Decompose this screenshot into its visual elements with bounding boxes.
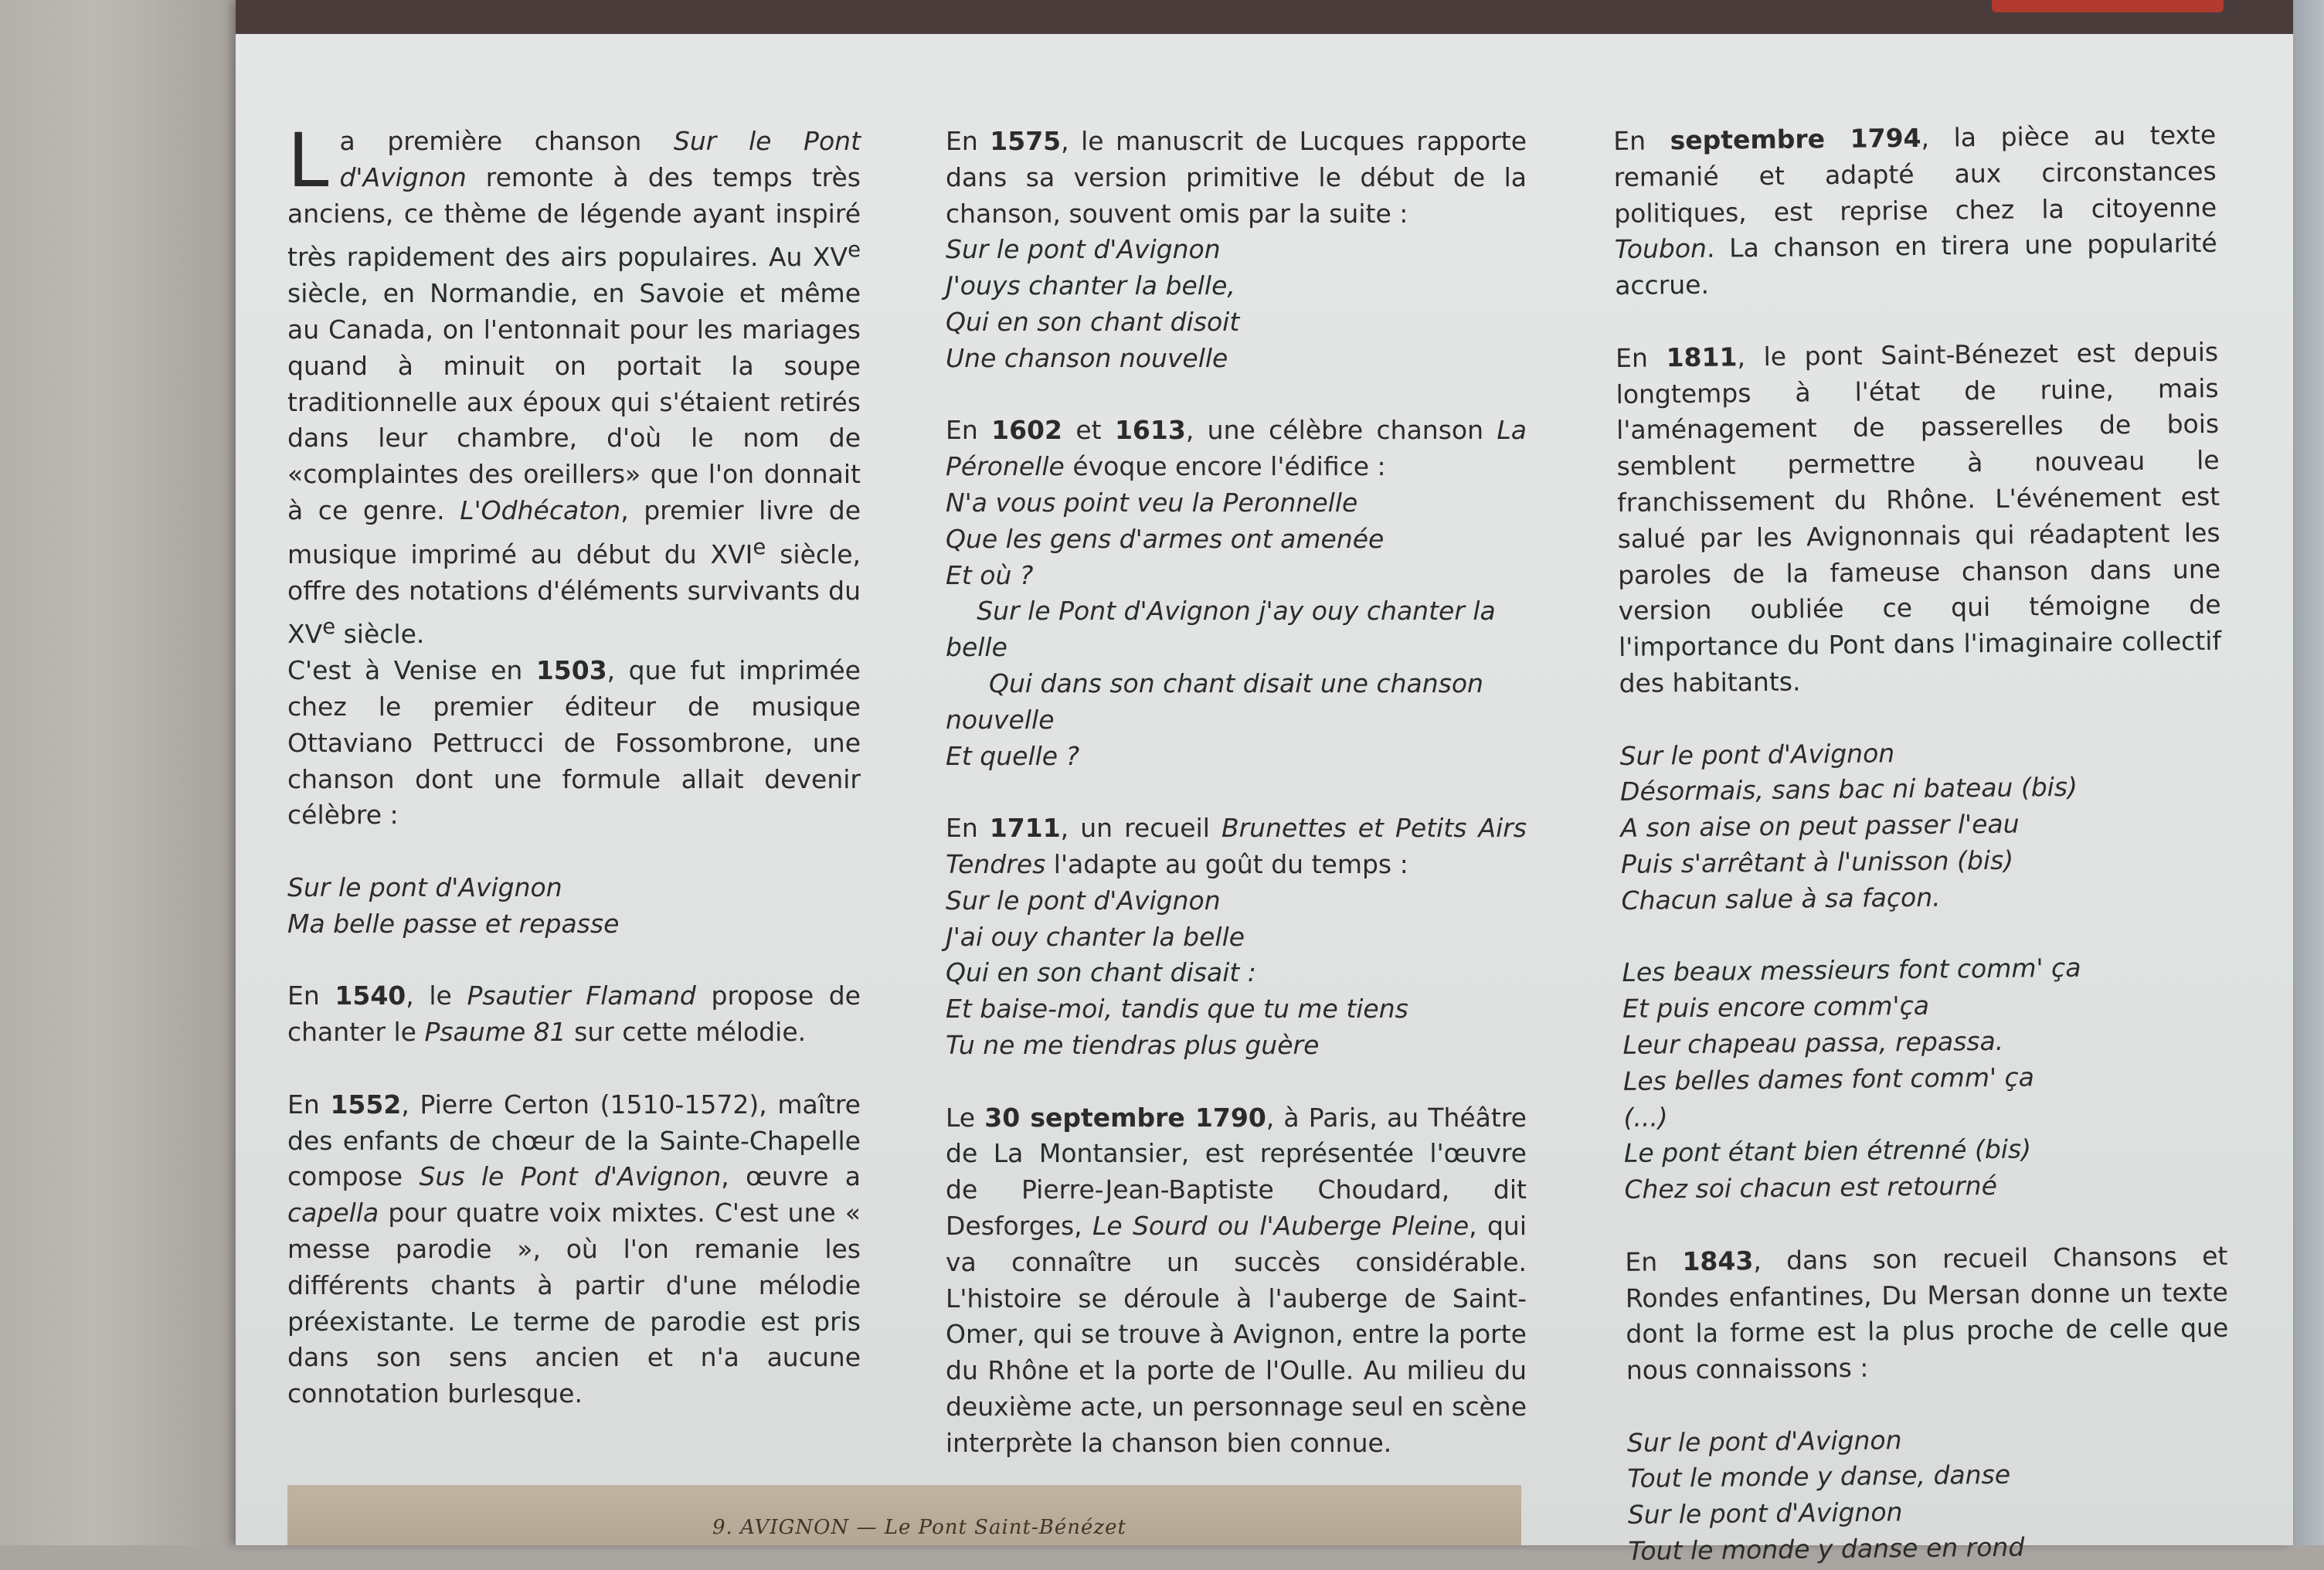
verse-line: A son aise on peut passer l'eau xyxy=(1620,808,2020,844)
verse-line: Qui en son chant disoit xyxy=(946,306,1240,337)
background-edge xyxy=(2293,0,2324,1545)
verse-line: Sur le pont d'Avignon xyxy=(1619,737,1895,771)
verse-line: J'ouys chanter la belle, xyxy=(946,270,1235,301)
text-column-3 xyxy=(1613,117,2231,1570)
text-column-1 xyxy=(287,117,861,1412)
verse-line: Et puis encore comm'ça xyxy=(1622,990,1930,1025)
verse-line: Que les gens d'armes ont amenée xyxy=(946,523,1385,554)
verse-line: Les belles dames font comm' ça xyxy=(1622,1062,2035,1096)
verse-line: Leur chapeau passa, repassa. xyxy=(1622,1025,2004,1060)
verse-line: J'ai ouy chanter la belle xyxy=(946,921,1245,952)
paragraph-1602: En 1602 et 1613, une célèbre chanson La Péronelle évoque encore l'édifice : xyxy=(946,415,1527,482)
text-column-2 xyxy=(946,124,1527,1461)
stone-wall xyxy=(0,0,236,1545)
verse-line: Sur le Pont d'Avignon j'ay ouy chanter la belle xyxy=(946,596,1496,663)
verse-line: Sur le pont d'Avignon xyxy=(1626,1424,1902,1458)
postcard-image xyxy=(287,1485,1521,1545)
verse-line: Qui dans son chant disait une chanson nouvelle xyxy=(946,668,1483,735)
verse-line: Puis s'arrêtant à l'unisson (bis) xyxy=(1620,844,2014,879)
paragraph-1575: En 1575, le manuscrit de Lucques rapporte dans sa version primitive le début de la chanson, souvent omis par la suite : xyxy=(946,126,1527,229)
verse-line: Tout le monde y danse, danse xyxy=(1627,1460,2011,1494)
red-tag xyxy=(1992,0,2224,12)
verse-line: Désormais, sans bac ni bateau (bis) xyxy=(1619,772,2078,807)
verse-line: Chacun salue à sa façon. xyxy=(1621,882,1941,916)
drop-cap: L xyxy=(287,117,329,204)
verse-line: Sur le pont d'Avignon xyxy=(946,234,1221,265)
postcard-caption: 9. AVIGNON — Le Pont Saint-Bénézet xyxy=(712,1516,1126,1539)
paragraph-1503: C'est à Venise en 1503, que fut imprimée chez le premier éditeur de musique Ottaviano Pettrucci de Fossombrone, une chanson dont une formule allait devenir célèbre : xyxy=(287,655,861,831)
verse-line: N'a vous point veu la Peronnelle xyxy=(946,487,1358,518)
verse-line: Sur le pont d'Avignon xyxy=(287,872,562,902)
verse-line: Les beaux messieurs font comm' ça xyxy=(1622,953,2081,988)
paragraph-1843: En 1843, dans son recueil Chansons et Rondes enfantines, Du Mersan donne un texte dont la forme est la plus proche de celle que nous connaissons : xyxy=(1625,1240,2229,1386)
panel-top-band xyxy=(236,0,2293,34)
paragraph-1711: En 1711, un recueil Brunettes et Petits Airs Tendres l'adapte au goût du temps : xyxy=(946,813,1527,879)
verse-line: Une chanson nouvelle xyxy=(946,342,1228,373)
verse-line: Et baise-moi, tandis que tu me tiens xyxy=(946,994,1408,1025)
verse-line: Le pont étant bien étrenné (bis) xyxy=(1623,1133,2032,1169)
verse-line: Tout le monde y danse en rond xyxy=(1628,1531,2025,1566)
paragraph-1790: Le 30 septembre 1790, à Paris, au Théâtre de La Montansier, est représentée l'œuvre de Pierre-Jean-Baptiste Choudard, dit Desforges, Le Sourd ou l'Auberge Pleine, qui va connaître un succès considérable. L'histoire se déroule à l'auberge de Saint-Omer, qui se trouve à Avignon, entre la porte du Rhône et la porte de l'Oulle. Au milieu du deuxième acte, un personnage seul en scène interprète la chanson bien connue. xyxy=(946,1102,1527,1458)
verse-line: Et quelle ? xyxy=(946,740,1080,771)
paragraph-1794: En septembre 1794, la pièce au texte remanié et adapté aux circonstances politiques, est reprise chez la citoyenne Toubon. La chanson en tirera une popularité accrue. xyxy=(1613,119,2217,301)
paragraph-1811: En 1811, le pont Saint-Bénezet est depuis longtemps à l'état de ruine, mais l'aménagement de passerelles de bois semblent permettre à nouveau le franchissement du Rhône. L'événement est salué par les Avignonnais qui réadaptent les paroles de la fameuse chanson dans une version oubliée ce qui témoigne de l'importance du Pont dans l'imaginaire collectif des habitants. xyxy=(1615,336,2222,698)
verse-line: Tu ne me tiendras plus guère xyxy=(946,1029,1320,1060)
verse-line: Sur le pont d'Avignon xyxy=(946,885,1221,916)
paragraph-1552: En 1552, Pierre Certon (1510-1572), maître des enfants de chœur de la Sainte-Chapelle compose Sus le Pont d'Avignon, œuvre a capella pour quatre voix mixtes. C'est une « messe parodie », où l'on remanie les différents chants à partir d'une mélodie préexistante. Le terme de parodie est pris dans son sens ancien et n'a aucune connotation burlesque. xyxy=(287,1089,861,1409)
paragraph-1540: En 1540, le Psautier Flamand propose de chanter le Psaume 81 sur cette mélodie. xyxy=(287,980,861,1048)
verse-line: Chez soi chacun est retourné xyxy=(1624,1170,1998,1205)
verse-line: Sur le pont d'Avignon xyxy=(1627,1497,1903,1531)
verse-line: Ma belle passe et repasse xyxy=(287,908,620,939)
verse-line: Et où ? xyxy=(946,559,1034,590)
paragraph-intro: La première chanson Sur le Pont d'Avignon remonte à des temps très anciens, ce thème de légende ayant inspiré très rapidement des airs populaires. Au XVe siècle, en Normandie, en Savoie et même au Canada, on l'entonnait pour les mariages quand à minuit on portait la soupe traditionnelle aux époux qui s'étaient retirés dans leur chambre, d'où le nom de «complaintes des oreillers» que l'on donnait à ce genre. L'Odhécaton, premier livre de musique imprimé au début du XVIe siècle, offre des notations d'éléments survivants du XVe siècle. xyxy=(287,117,861,650)
verse-line: Qui en son chant disait : xyxy=(946,957,1256,988)
verse-line: (...) xyxy=(1623,1101,1668,1133)
